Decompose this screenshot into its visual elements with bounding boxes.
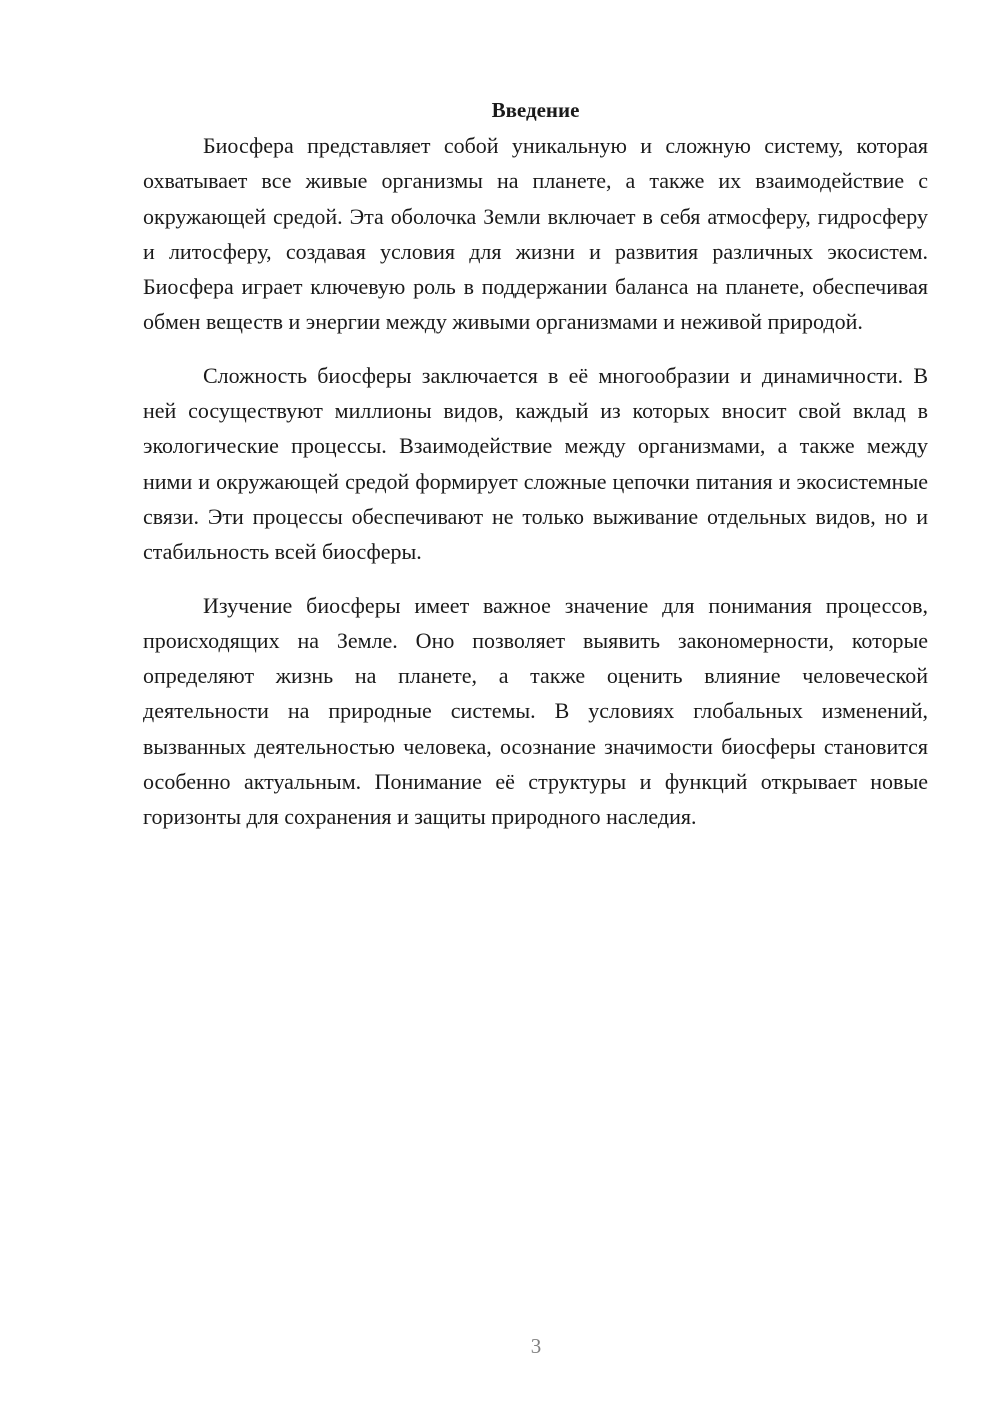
paragraph-3: Изучение биосферы имеет важное значение для понимания процессов, происходящих на Земле. Оно позволяет выявить закономерности, которые определяют жизнь на планете, а также оценить влияние человеческой деятельности на природные системы. В условиях глобальных изменений, вызванных деятельностью человека, осознание значимости биосферы становится особенно актуальным. Понимание её структуры и функций открывает новые горизонты для сохранения и защиты природного наследия. [143,592,928,830]
page-content [143,92,928,835]
paragraph-2: Сложность биосферы заключается в её многообразии и динамичности. В ней сосуществуют миллионы видов, каждый из которых вносит свой вклад в экологические процессы. Взаимодействие между организмами, а также между ними и окружающей средой формирует сложные цепочки питания и экосистемные связи. Эти процессы обеспечивают не только выживание отдельных видов, но и стабильность всей биосферы. [143,362,928,565]
paragraph-1: Биосфера представляет собой уникальную и сложную систему, которая охватывает все живые организмы на планете, а также их взаимодействие с окружающей средой. Эта оболочка Земли включает в себя атмосферу, гидросферу и литосферу, создавая условия для жизни и развития различных экосистем. Биосфера играет ключевую роль в поддержании баланса на планете, обеспечивая обмен веществ и энергии между живыми организмами и неживой природой. [143,133,928,335]
page-number: 3 [530,1334,542,1358]
page-title: Введение [491,98,580,122]
